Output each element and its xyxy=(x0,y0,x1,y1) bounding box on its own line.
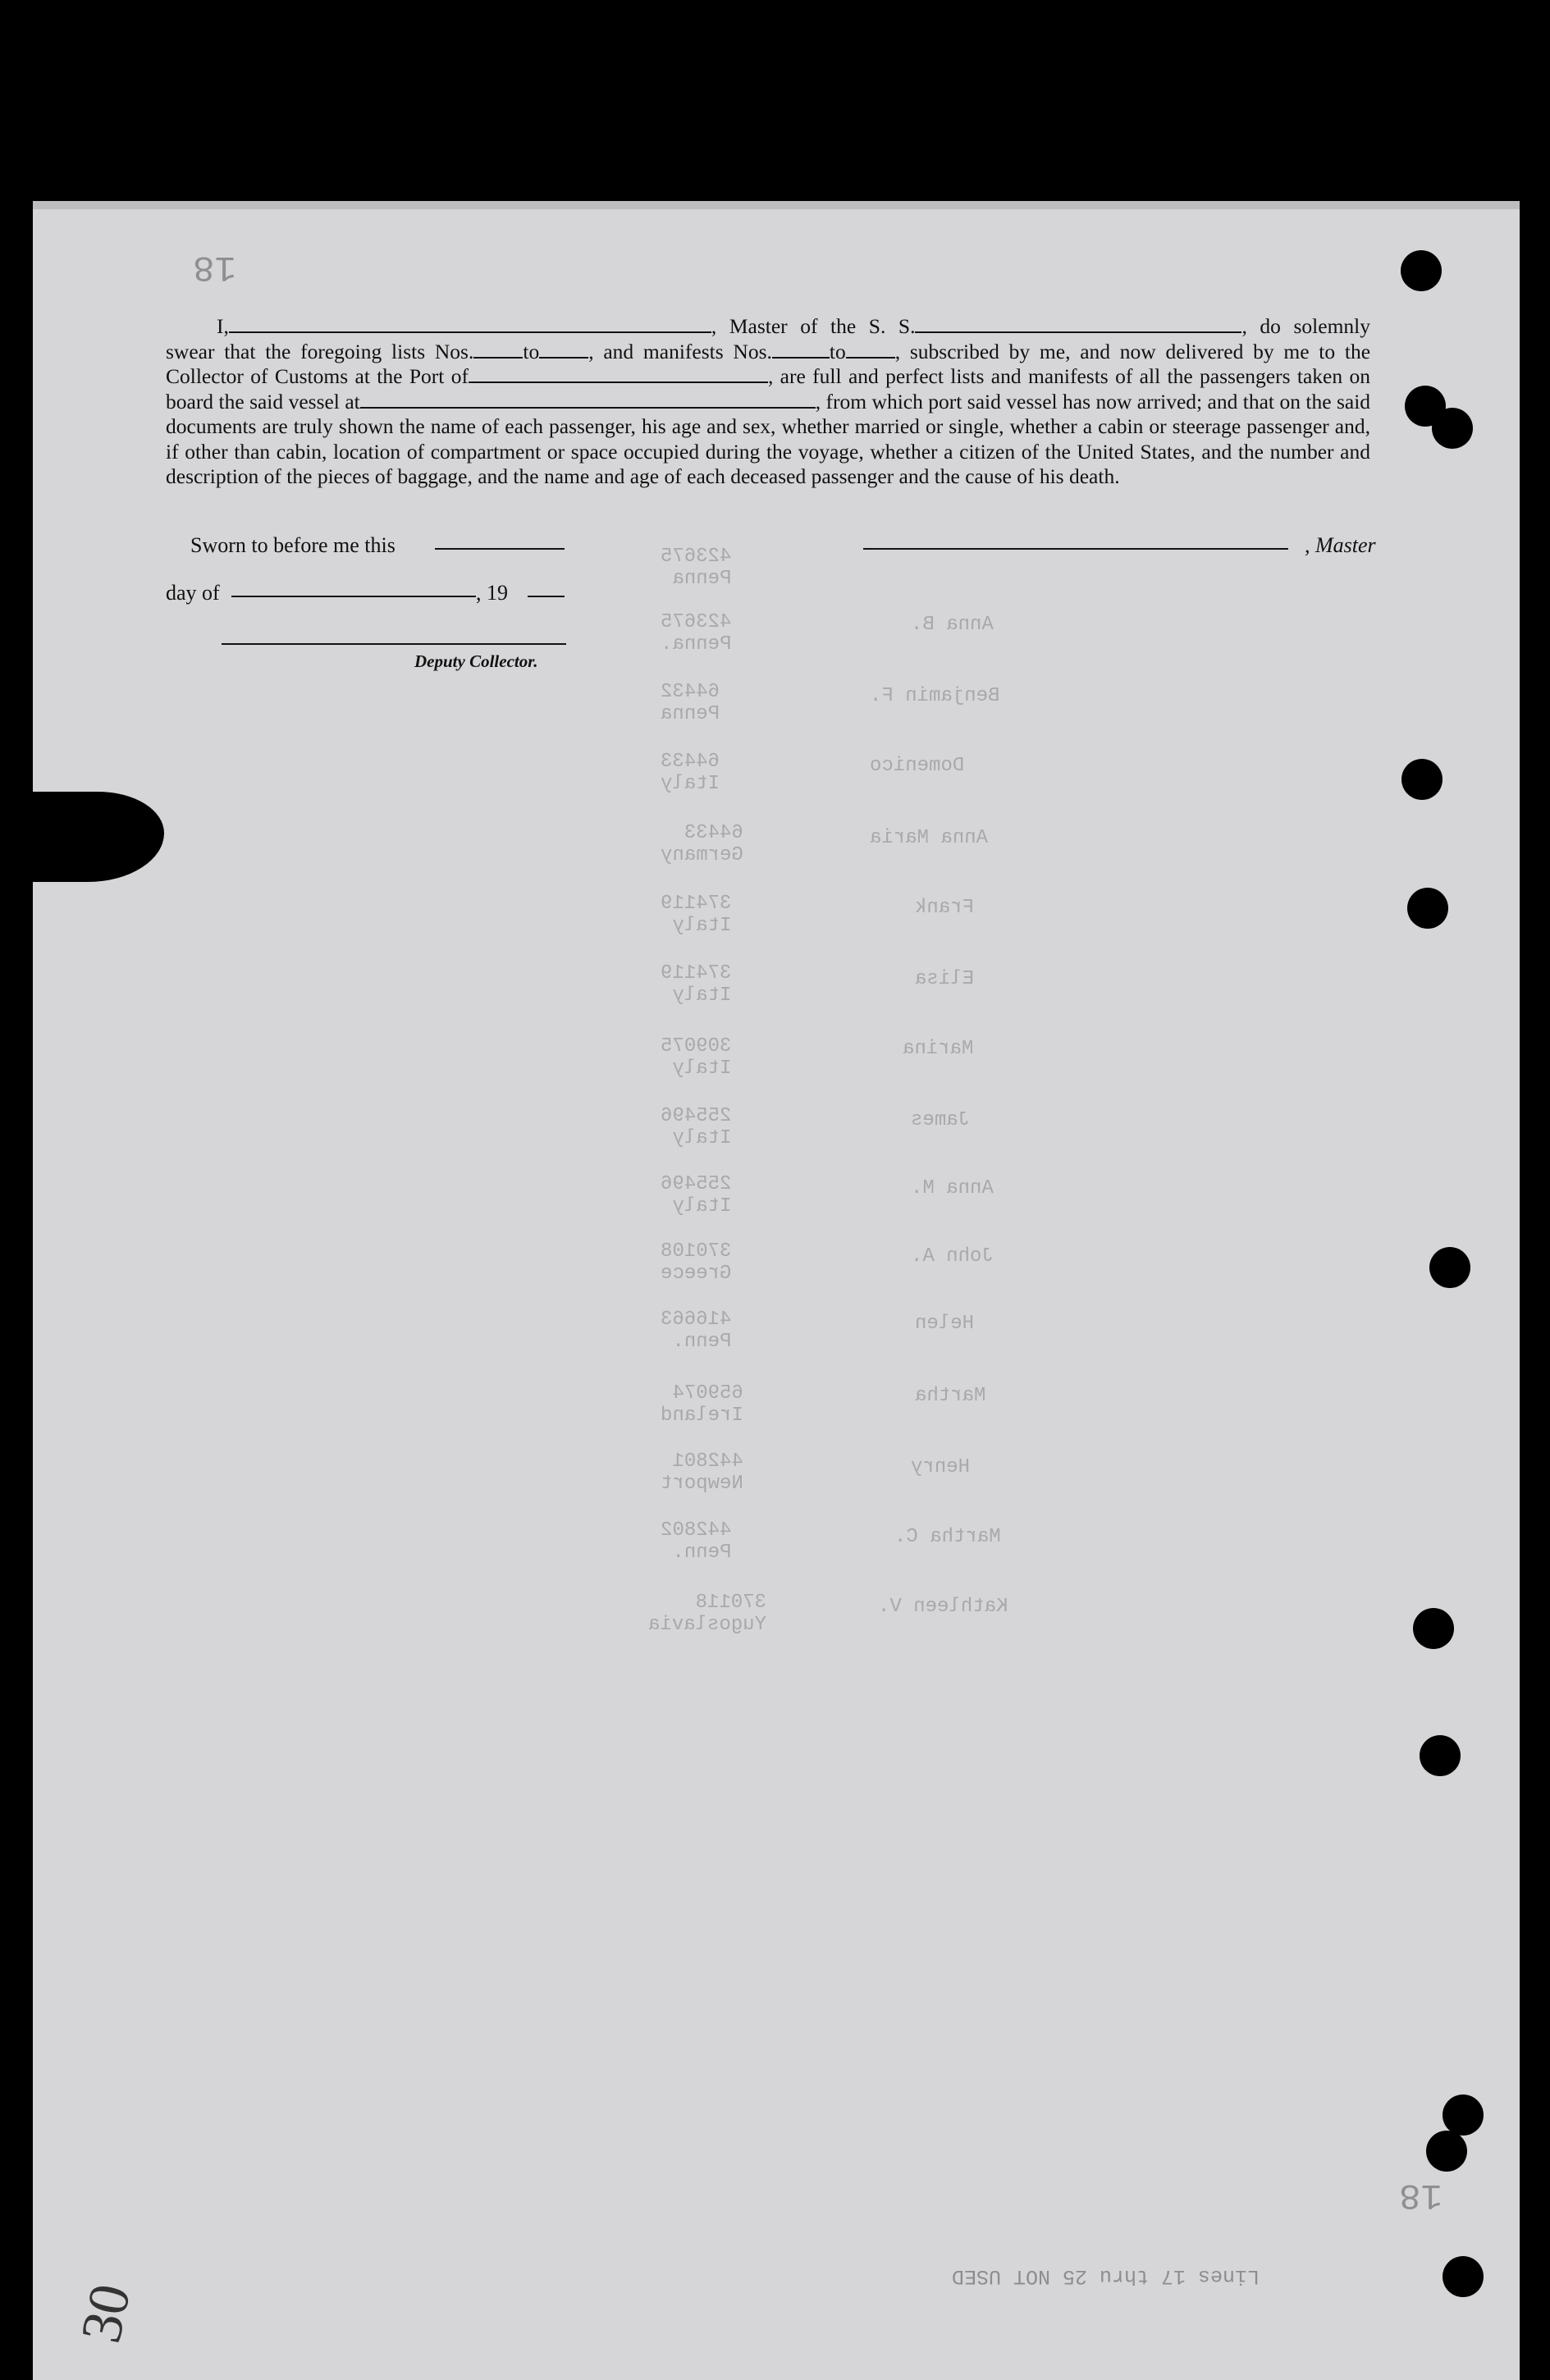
master-signature-line xyxy=(863,548,1288,550)
ghost-row: 309075 Italy xyxy=(661,1035,732,1080)
ghost-row: 64432 Penna xyxy=(661,681,720,725)
ghost-name: Helen xyxy=(915,1313,975,1335)
ghost-row: 442802 Penn. xyxy=(661,1519,732,1564)
ghost-row: 370108 Greece xyxy=(661,1240,732,1285)
month-line xyxy=(231,596,476,597)
departure-port-blank xyxy=(360,391,816,409)
oath-i: I, xyxy=(217,314,229,338)
binder-hole xyxy=(1443,2256,1484,2297)
oath-to-2: to xyxy=(829,339,846,363)
bottom-page-number-stamp: 18 xyxy=(1399,2174,1443,2215)
binder-hole xyxy=(1429,1247,1470,1288)
ghost-row: 442801 Newport xyxy=(661,1450,743,1495)
binder-hole xyxy=(1401,759,1443,800)
ghost-row: 659074 Ireland xyxy=(661,1382,743,1427)
ghost-row: 423675 Penna. xyxy=(661,611,732,656)
bottom-ghost-note: Lines 17 thru 25 NOT USED xyxy=(952,2264,1260,2288)
oath-master-of: , Master of the S. S. xyxy=(711,314,916,338)
oath-full-lists: , are full and perfect lists and xyxy=(767,364,1022,388)
ghost-name: Elisa xyxy=(915,968,975,990)
ghost-name: John A. xyxy=(911,1245,994,1268)
ghost-name: Benjamin F. xyxy=(870,685,1000,707)
deputy-signature-line xyxy=(222,643,566,645)
binder-hole xyxy=(1443,2094,1484,2136)
ghost-name: Frank xyxy=(915,897,975,919)
oath-paragraph xyxy=(166,314,1370,490)
lists-from-blank xyxy=(473,340,523,359)
ghost-row: 255496 Italy xyxy=(661,1173,732,1217)
ghost-name: Martha xyxy=(915,1385,986,1407)
ghost-name: Domenico xyxy=(870,755,965,777)
page-top-edge xyxy=(33,201,1520,209)
day-of-label: day of xyxy=(166,581,220,605)
master-name-blank xyxy=(229,315,711,333)
binder-hole xyxy=(1426,2131,1467,2172)
binder-hole xyxy=(1401,250,1442,291)
handwritten-number: 30 xyxy=(69,2278,144,2349)
oath-subscribed: , subscribed by me, and now xyxy=(894,339,1156,363)
document-page xyxy=(33,201,1520,2380)
oath-to-1: to xyxy=(523,339,540,363)
ghost-name: Kathleen V. xyxy=(878,1596,1008,1618)
ghost-row: 255496 Italy xyxy=(661,1105,732,1149)
port-blank xyxy=(469,365,768,383)
vessel-name-blank xyxy=(915,315,1241,333)
oath-solemnly: , do solemnly xyxy=(1241,314,1370,338)
ghost-name: Anna Maria xyxy=(870,827,989,849)
master-label: , Master xyxy=(1305,533,1376,557)
ghost-name: Henry xyxy=(911,1456,971,1478)
ghost-name: James xyxy=(911,1109,971,1131)
sworn-label: Sworn to before me this xyxy=(190,533,396,557)
manifests-to-blank xyxy=(846,340,895,359)
ghost-name: Anna M. xyxy=(911,1177,994,1199)
binder-hole xyxy=(1407,888,1448,929)
sworn-date-line xyxy=(435,548,565,550)
page-number-stamp: 18 xyxy=(193,246,236,287)
ghost-row: 374119 Italy xyxy=(661,962,732,1007)
oath-delivered: delivered by me to the Collector of Customs at the Port of xyxy=(166,339,1371,388)
ghost-row: 416663 Penn. xyxy=(661,1309,732,1353)
oath-from-which: , from which xyxy=(815,389,923,413)
binder-hole xyxy=(1413,1608,1454,1649)
year-line xyxy=(528,596,565,597)
ghost-name: Anna B. xyxy=(911,614,994,636)
ghost-row: 64433 Germany xyxy=(661,822,743,866)
ghost-row: 64433 Italy xyxy=(661,751,720,795)
oath-body: port said vessel has now arrived; and that on the said documents are truly shown the name of each passenger, his age and sex, whether married or single, whether a cabin or steerage passenger and, if other than cabin, location of compartment or space occupied during the voyage, whether a citizen of the United States, and the number and description of the pieces of baggage, and the name and age of each deceased passenger and the cause of his death. xyxy=(166,389,1371,488)
ghost-row: 374119 Italy xyxy=(661,893,732,937)
deputy-collector-label: Deputy Collector. xyxy=(414,651,538,671)
oath-lists: swear that the foregoing lists Nos. xyxy=(166,339,474,363)
oath-manifests-all: manifests of all the passengers taken on board the said vessel at xyxy=(166,364,1370,413)
lists-to-blank xyxy=(539,340,588,359)
binder-hole xyxy=(1432,408,1473,449)
ghost-row: 370118 Yugoslavia xyxy=(648,1592,767,1636)
oath-manifests: , and manifests Nos. xyxy=(588,339,772,363)
ghost-row: 423675 Penna xyxy=(661,546,732,590)
binder-hole xyxy=(1420,1735,1461,1776)
manifests-from-blank xyxy=(772,340,830,359)
year-label: , 19 xyxy=(476,581,508,605)
ghost-name: Martha C. xyxy=(894,1526,1001,1548)
ghost-name: Marina xyxy=(903,1038,974,1060)
